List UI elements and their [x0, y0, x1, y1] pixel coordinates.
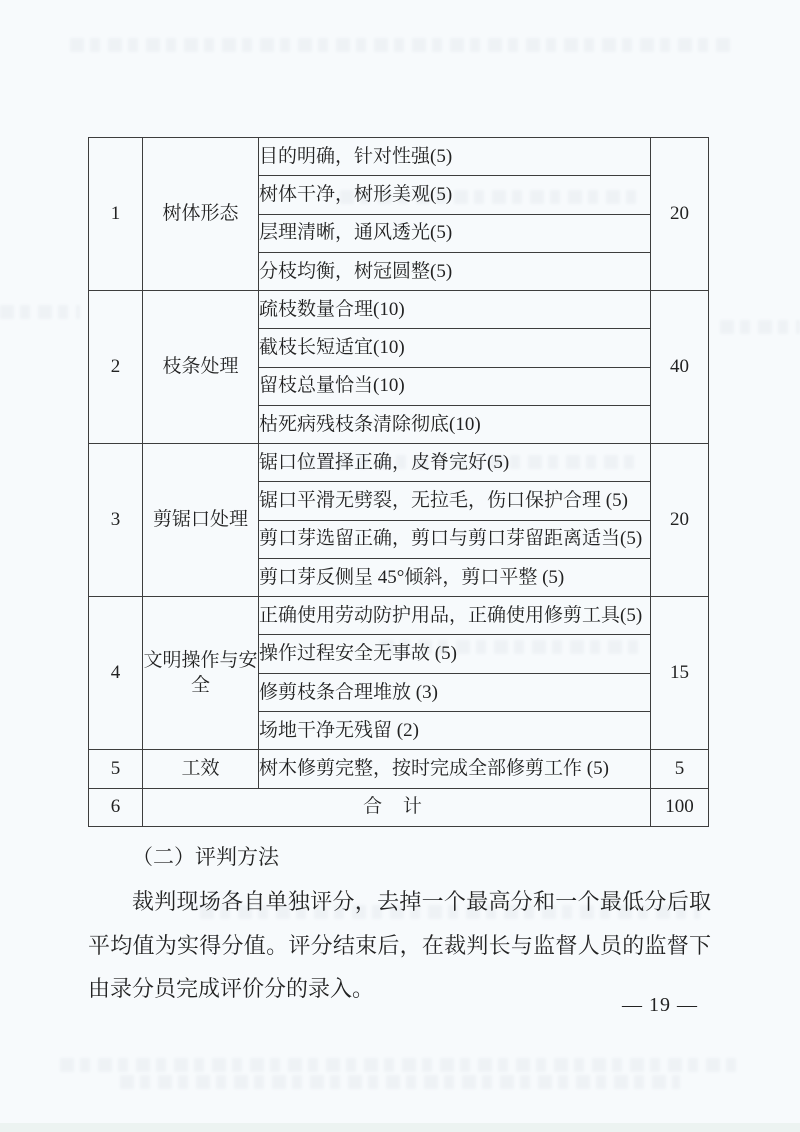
criterion-cell: 分枝均衡，树冠圆整(5): [259, 252, 651, 290]
criterion-cell: 层理清晰，通风透光(5): [259, 214, 651, 252]
scan-bleed-artifact: [720, 320, 800, 334]
row-number-cell: 5: [89, 750, 143, 788]
page-number: — 19 —: [622, 994, 698, 1016]
criterion-cell: 剪口芽反侧呈 45°倾斜，剪口平整 (5): [259, 558, 651, 596]
category-cell: 枝条处理: [143, 291, 259, 444]
criterion-cell: 留枝总量恰当(10): [259, 367, 651, 405]
criterion-cell: 场地干净无残留 (2): [259, 711, 651, 749]
criterion-cell: 截枝长短适宜(10): [259, 329, 651, 367]
row-number-cell: 6: [89, 788, 143, 826]
criterion-cell: 疏枝数量合理(10): [259, 291, 651, 329]
criterion-cell: 树体干净，树形美观(5): [259, 176, 651, 214]
score-cell: 20: [651, 138, 709, 291]
total-label-cell: 合 计: [143, 788, 651, 826]
category-cell: 树体形态: [143, 138, 259, 291]
table-row: [89, 597, 709, 635]
score-cell: 5: [651, 750, 709, 788]
category-cell: 文明操作与安全: [143, 597, 259, 750]
row-number-cell: 2: [89, 291, 143, 444]
scan-bleed-artifact: [120, 1075, 680, 1089]
scoring-table: [88, 137, 709, 827]
row-number-cell: 1: [89, 138, 143, 291]
category-cell: 剪锯口处理: [143, 444, 259, 597]
criterion-cell: 树木修剪完整，按时完成全部修剪工作 (5): [259, 750, 651, 788]
criterion-cell: 操作过程安全无事故 (5): [259, 635, 651, 673]
method-paragraph: 裁判现场各自单独评分，去掉一个最高分和一个最低分后取平均值为实得分值。评分结束后，在裁判长与监督人员的监督下由录分员完成评价分的录入。: [88, 889, 711, 1001]
criterion-cell: 目的明确，针对性强(5): [259, 138, 651, 176]
criterion-cell: 锯口位置择正确，皮脊完好(5): [259, 444, 651, 482]
criterion-cell: 修剪枝条合理堆放 (3): [259, 673, 651, 711]
scan-edge-artifact: [0, 1123, 800, 1132]
score-cell: 20: [651, 444, 709, 597]
scan-bleed-artifact: [0, 305, 80, 319]
criterion-cell: 枯死病残枝条清除彻底(10): [259, 405, 651, 443]
criterion-cell: 剪口芽选留正确，剪口与剪口芽留距离适当(5): [259, 520, 651, 558]
row-number-cell: 3: [89, 444, 143, 597]
table-row: [89, 444, 709, 482]
criterion-cell: 锯口平滑无劈裂，无拉毛，伤口保护合理 (5): [259, 482, 651, 520]
table-row: [89, 291, 709, 329]
table-row: [89, 750, 709, 788]
score-cell: 15: [651, 597, 709, 750]
criterion-cell: 正确使用劳动防护用品，正确使用修剪工具(5): [259, 597, 651, 635]
table-row: [89, 138, 709, 176]
section-heading: （二）评判方法: [132, 845, 279, 869]
score-cell: 40: [651, 291, 709, 444]
table-row-total: [89, 788, 709, 826]
score-cell: 100: [651, 788, 709, 826]
row-number-cell: 4: [89, 597, 143, 750]
scan-bleed-artifact: [60, 1058, 740, 1072]
scan-bleed-artifact: [70, 38, 730, 52]
category-cell: 工效: [143, 750, 259, 788]
